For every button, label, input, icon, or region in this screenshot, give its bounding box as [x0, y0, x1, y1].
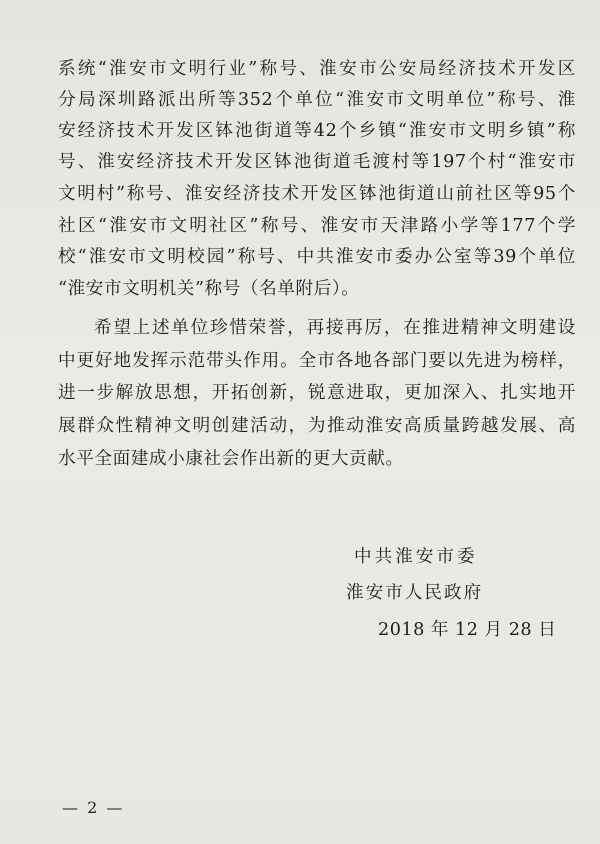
paragraph-line: 水平全面建成小康社会作出新的更大贡献。 [58, 449, 404, 469]
page-number: — 2 — [62, 798, 125, 817]
signature-org-1: 中共淮安市委 [354, 547, 478, 567]
paragraph-line: 分局深圳路派出所等352个单位“淮安市文明单位”称号、淮 [58, 90, 576, 110]
paragraph-line: 展群众性精神文明创建活动，为推动淮安高质量跨越发展、高 [58, 416, 576, 436]
paragraph-line: 安经济技术开发区钵池街道等42个乡镇“淮安市文明乡镇”称 [58, 121, 576, 141]
paragraph-line: “淮安市文明机关”称号（名单附后）。 [58, 279, 360, 299]
paragraph-line: 文明村”称号、淮安经济技术开发区钵池街道山前社区等95个 [58, 184, 576, 204]
paragraph-line: 社区“淮安市文明社区”称号、淮安市天津路小学等177个学 [58, 216, 576, 236]
paragraph-line: 中更好地发挥示范带头作用。全市各地各部门要以先进为榜样， [58, 351, 576, 371]
paragraph-line: 进一步解放思想，开拓创新，锐意进取，更加深入、扎实地开 [58, 383, 576, 403]
signature-org-2: 淮安市人民政府 [346, 583, 484, 603]
paragraph-line: 号、淮安经济技术开发区钵池街道毛渡村等197个村“淮安市 [58, 152, 576, 172]
paragraph-line: 希望上述单位珍惜荣誉，再接再厉，在推进精神文明建设 [94, 318, 576, 338]
paragraph-line: 系统“淮安市文明行业”称号、淮安市公安局经济技术开发区 [58, 59, 576, 79]
paragraph-line: 校“淮安市文明校园”称号、中共淮安市委办公室等39个单位 [58, 247, 576, 267]
signature-date: 2018 年 12 月 28 日 [378, 620, 557, 640]
